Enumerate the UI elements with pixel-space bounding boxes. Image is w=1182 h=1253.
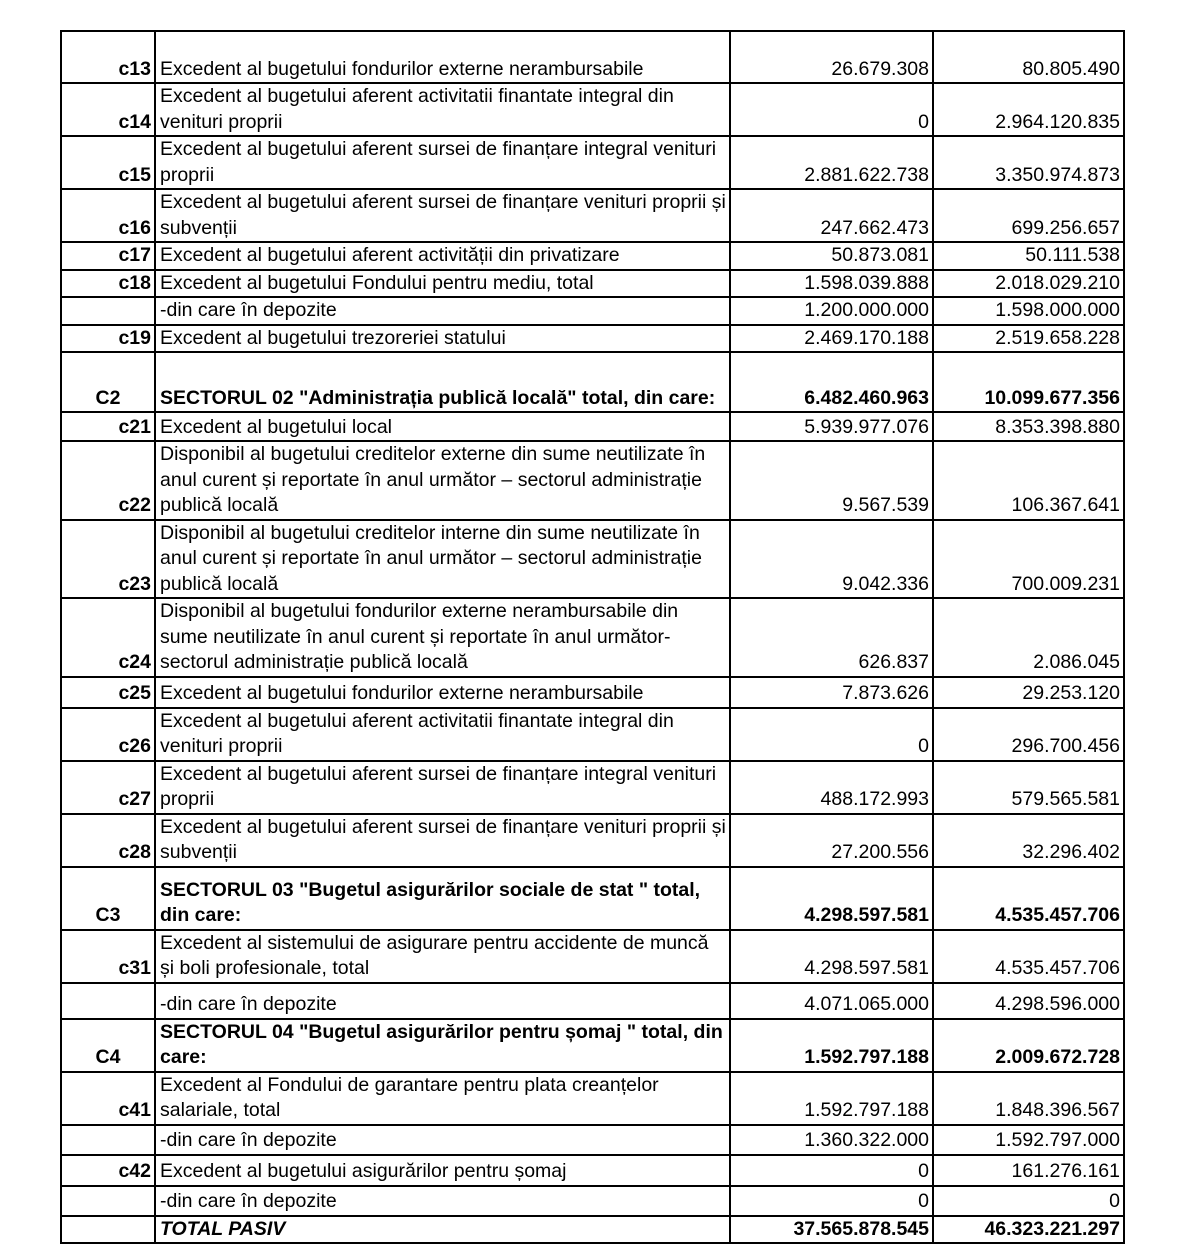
row-code: c14 [61, 83, 155, 136]
value-previous: 4.298.597.581 [730, 867, 933, 930]
value-current: 4.298.596.000 [933, 983, 1124, 1019]
value-current: 1.848.396.567 [933, 1072, 1124, 1125]
sector-row [61, 867, 1124, 930]
row-code: c26 [61, 708, 155, 761]
row-code: c23 [61, 520, 155, 599]
row-code: c21 [61, 412, 155, 441]
row-description: -din care în depozite [155, 983, 730, 1019]
table-row [61, 708, 1124, 761]
value-previous: 9.567.539 [730, 441, 933, 520]
row-description: Excedent al bugetului fondurilor externe nerambursabile [155, 31, 730, 83]
row-description: Excedent al bugetului aferent activitatii finantate integral din venituri proprii [155, 83, 730, 136]
value-current: 29.253.120 [933, 677, 1124, 708]
value-previous: 1.200.000.000 [730, 297, 933, 325]
row-description: -din care în depozite [155, 297, 730, 325]
row-code: c28 [61, 814, 155, 867]
row-description: Excedent al bugetului aferent sursei de finanțare integral venituri proprii [155, 761, 730, 814]
row-code: c13 [61, 31, 155, 83]
table-row [61, 189, 1124, 242]
value-current: 699.256.657 [933, 189, 1124, 242]
row-code: c15 [61, 136, 155, 189]
table-body [61, 31, 1124, 1243]
value-current: 2.086.045 [933, 598, 1124, 677]
value-current: 579.565.581 [933, 761, 1124, 814]
table-row [61, 83, 1124, 136]
row-description: Excedent al bugetului aferent sursei de finanțare venituri proprii și subvenții [155, 814, 730, 867]
row-code: c24 [61, 598, 155, 677]
row-description: Excedent al bugetului trezoreriei statului [155, 325, 730, 353]
value-previous: 2.881.622.738 [730, 136, 933, 189]
table-row [61, 761, 1124, 814]
row-description: Excedent al bugetului aferent sursei de finanțare integral venituri proprii [155, 136, 730, 189]
sector-row [61, 1019, 1124, 1072]
row-description: Excedent al bugetului fondurilor externe nerambursabile [155, 677, 730, 708]
value-current: 46.323.221.297 [933, 1216, 1124, 1244]
value-previous: 5.939.977.076 [730, 412, 933, 441]
value-previous: 6.482.460.963 [730, 352, 933, 412]
table-row [61, 1125, 1124, 1155]
row-code: C4 [61, 1019, 155, 1072]
value-current: 1.598.000.000 [933, 297, 1124, 325]
value-previous: 9.042.336 [730, 520, 933, 599]
table-row [61, 1155, 1124, 1186]
value-previous: 626.837 [730, 598, 933, 677]
row-description: SECTORUL 02 "Administrația publică locală" total, din care: [155, 352, 730, 412]
value-previous: 2.469.170.188 [730, 325, 933, 353]
row-description: Excedent al bugetului aferent activitatii finantate integral din venituri proprii [155, 708, 730, 761]
value-previous: 0 [730, 1155, 933, 1186]
value-current: 4.535.457.706 [933, 867, 1124, 930]
value-current: 8.353.398.880 [933, 412, 1124, 441]
value-current: 4.535.457.706 [933, 930, 1124, 983]
table-row [61, 242, 1124, 270]
balance-table [60, 30, 1125, 1244]
value-current: 2.964.120.835 [933, 83, 1124, 136]
value-current: 3.350.974.873 [933, 136, 1124, 189]
table-row [61, 412, 1124, 441]
table-row [61, 270, 1124, 298]
value-current: 2.009.672.728 [933, 1019, 1124, 1072]
table-row [61, 598, 1124, 677]
total-row [61, 1216, 1124, 1244]
row-description: Excedent al Fondului de garantare pentru plata creanțelor salariale, total [155, 1072, 730, 1125]
row-description: Excedent al bugetului Fondului pentru mediu, total [155, 270, 730, 298]
value-current: 1.592.797.000 [933, 1125, 1124, 1155]
value-current: 50.111.538 [933, 242, 1124, 270]
row-code: c41 [61, 1072, 155, 1125]
row-code: c42 [61, 1155, 155, 1186]
value-current: 106.367.641 [933, 441, 1124, 520]
row-code [61, 1186, 155, 1216]
table-row [61, 297, 1124, 325]
value-previous: 37.565.878.545 [730, 1216, 933, 1244]
table-row [61, 31, 1124, 83]
row-code: c18 [61, 270, 155, 298]
row-description: -din care în depozite [155, 1125, 730, 1155]
row-description: Disponibil al bugetului fondurilor externe nerambursabile din sume neutilizate în anul curent și reportate în anul următor- sectorul administrație publică locală [155, 598, 730, 677]
value-current: 80.805.490 [933, 31, 1124, 83]
value-previous: 1.592.797.188 [730, 1072, 933, 1125]
row-description: -din care în depozite [155, 1186, 730, 1216]
table-row [61, 983, 1124, 1019]
value-previous: 4.071.065.000 [730, 983, 933, 1019]
row-description: Disponibil al bugetului creditelor externe din sume neutilizate în anul curent și reportate în anul următor – sectorul administrație publică locală [155, 441, 730, 520]
table-row [61, 520, 1124, 599]
value-previous: 27.200.556 [730, 814, 933, 867]
value-current: 2.519.658.228 [933, 325, 1124, 353]
value-current: 32.296.402 [933, 814, 1124, 867]
row-description: Excedent al sistemului de asigurare pentru accidente de muncă și boli profesionale, total [155, 930, 730, 983]
row-code [61, 1125, 155, 1155]
value-previous: 4.298.597.581 [730, 930, 933, 983]
value-previous: 0 [730, 708, 933, 761]
value-previous: 1.592.797.188 [730, 1019, 933, 1072]
value-current: 700.009.231 [933, 520, 1124, 599]
table-row [61, 136, 1124, 189]
value-previous: 488.172.993 [730, 761, 933, 814]
row-code [61, 297, 155, 325]
row-code [61, 1216, 155, 1244]
row-description: SECTORUL 04 "Bugetul asigurărilor pentru șomaj " total, din care: [155, 1019, 730, 1072]
row-description: Excedent al bugetului local [155, 412, 730, 441]
table-row [61, 325, 1124, 353]
value-previous: 1.360.322.000 [730, 1125, 933, 1155]
row-code [61, 983, 155, 1019]
value-previous: 26.679.308 [730, 31, 933, 83]
row-code: c22 [61, 441, 155, 520]
table-row [61, 1072, 1124, 1125]
value-current: 0 [933, 1186, 1124, 1216]
row-description: Excedent al bugetului aferent activității din privatizare [155, 242, 730, 270]
table-row [61, 441, 1124, 520]
value-previous: 50.873.081 [730, 242, 933, 270]
value-previous: 0 [730, 83, 933, 136]
value-current: 2.018.029.210 [933, 270, 1124, 298]
value-previous: 7.873.626 [730, 677, 933, 708]
value-current: 296.700.456 [933, 708, 1124, 761]
sector-row [61, 352, 1124, 412]
value-current: 10.099.677.356 [933, 352, 1124, 412]
row-code: c17 [61, 242, 155, 270]
row-description: TOTAL PASIV [155, 1216, 730, 1244]
row-code: c31 [61, 930, 155, 983]
row-code: C2 [61, 352, 155, 412]
row-code: c19 [61, 325, 155, 353]
row-description: Excedent al bugetului aferent sursei de finanțare venituri proprii și subvenții [155, 189, 730, 242]
value-previous: 0 [730, 1186, 933, 1216]
table-row [61, 1186, 1124, 1216]
table-row [61, 677, 1124, 708]
row-code: C3 [61, 867, 155, 930]
row-code: c25 [61, 677, 155, 708]
value-previous: 247.662.473 [730, 189, 933, 242]
value-current: 161.276.161 [933, 1155, 1124, 1186]
row-code: c27 [61, 761, 155, 814]
table-row [61, 814, 1124, 867]
row-description: SECTORUL 03 "Bugetul asigurărilor sociale de stat " total, din care: [155, 867, 730, 930]
row-description: Excedent al bugetului asigurărilor pentru șomaj [155, 1155, 730, 1186]
value-previous: 1.598.039.888 [730, 270, 933, 298]
row-code: c16 [61, 189, 155, 242]
row-description: Disponibil al bugetului creditelor interne din sume neutilizate în anul curent și reportate în anul următor – sectorul administrație publică locală [155, 520, 730, 599]
table-row [61, 930, 1124, 983]
